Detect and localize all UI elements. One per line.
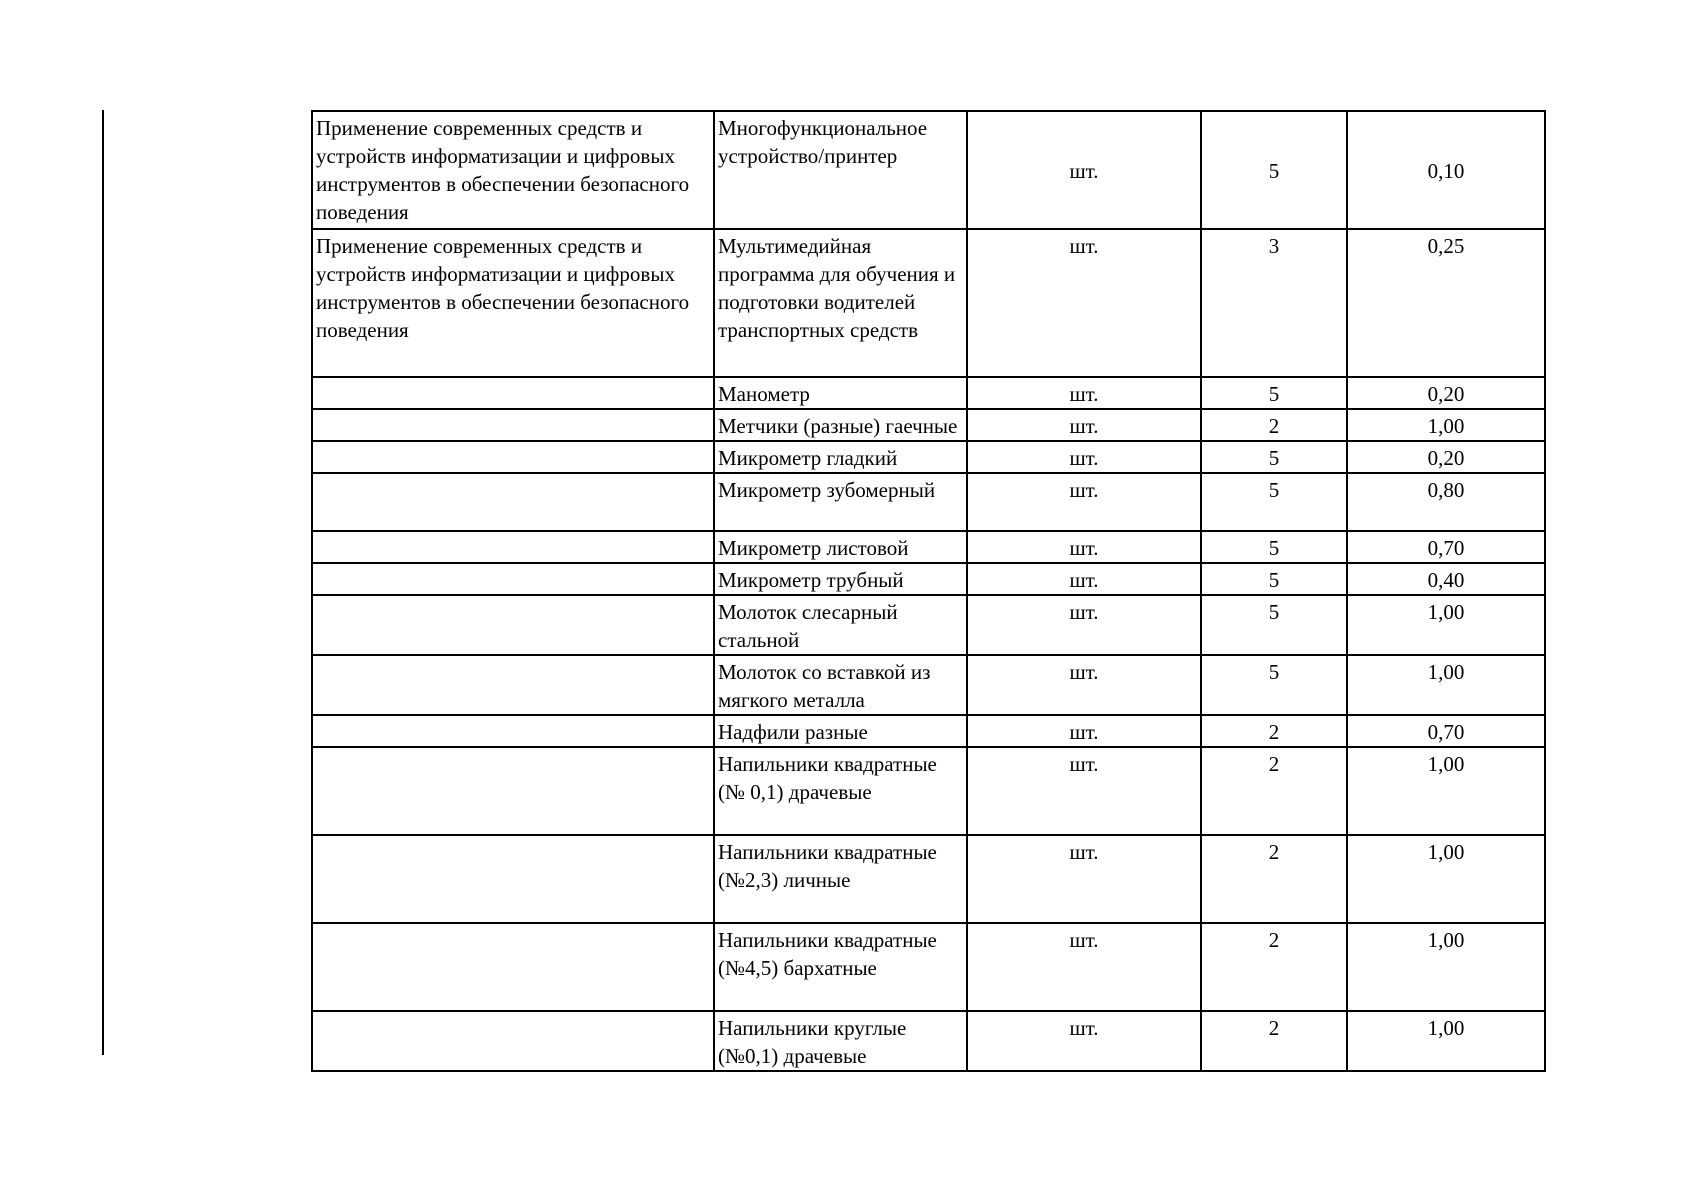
category-cell [312,715,714,747]
value-cell: 1,00 [1347,595,1545,655]
unit-cell: шт. [967,111,1201,229]
quantity-cell: 5 [1201,563,1347,595]
item-name-cell: Молоток слесарный стальной [714,595,967,655]
value-cell: 1,00 [1347,923,1545,1011]
category-cell [312,441,714,473]
table-row [312,595,1545,655]
quantity-cell: 5 [1201,441,1347,473]
quantity-cell: 5 [1201,531,1347,563]
unit-cell: шт. [967,229,1201,377]
table-row [312,377,1545,409]
table-row [312,835,1545,923]
unit-cell: шт. [967,923,1201,1011]
category-cell [312,531,714,563]
item-name-cell: Надфили разные [714,715,967,747]
value-cell: 1,00 [1347,835,1545,923]
quantity-cell: 5 [1201,377,1347,409]
item-name-cell: Микрометр гладкий [714,441,967,473]
quantity-cell: 3 [1201,229,1347,377]
table-row [312,441,1545,473]
item-name-cell: Многофункциональное устройство/принтер [714,111,967,229]
item-name-cell: Напильники круглые (№0,1) драчевые [714,1011,967,1071]
item-name-cell: Метчики (разные) гаечные [714,409,967,441]
table-row [312,531,1545,563]
category-cell [312,473,714,531]
quantity-cell: 5 [1201,473,1347,531]
item-name-cell: Напильники квадратные (№4,5) бархатные [714,923,967,1011]
value-cell: 0,20 [1347,377,1545,409]
quantity-cell: 2 [1201,409,1347,441]
quantity-cell: 5 [1201,595,1347,655]
quantity-cell: 5 [1201,655,1347,715]
table-body [312,111,1545,1071]
unit-cell: шт. [967,377,1201,409]
value-cell: 1,00 [1347,1011,1545,1071]
unit-cell: шт. [967,473,1201,531]
item-name-cell: Молоток со вставкой из мягкого металла [714,655,967,715]
quantity-cell: 2 [1201,1011,1347,1071]
quantity-cell: 2 [1201,747,1347,835]
category-cell [312,595,714,655]
unit-cell: шт. [967,747,1201,835]
unit-cell: шт. [967,715,1201,747]
unit-cell: шт. [967,441,1201,473]
unit-cell: шт. [967,1011,1201,1071]
table-row [312,111,1545,229]
category-cell [312,655,714,715]
item-name-cell: Микрометр зубомерный [714,473,967,531]
quantity-cell: 2 [1201,715,1347,747]
value-cell: 0,80 [1347,473,1545,531]
unit-cell: шт. [967,595,1201,655]
table-row [312,655,1545,715]
value-cell: 1,00 [1347,409,1545,441]
table-row [312,747,1545,835]
table-row [312,715,1545,747]
category-cell [312,747,714,835]
left-margin-rule [102,110,104,1055]
quantity-cell: 2 [1201,923,1347,1011]
category-cell [312,1011,714,1071]
value-cell: 0,70 [1347,531,1545,563]
category-cell [312,835,714,923]
value-cell: 0,20 [1347,441,1545,473]
unit-cell: шт. [967,655,1201,715]
category-cell [312,563,714,595]
table-row [312,229,1545,377]
value-cell: 0,25 [1347,229,1545,377]
value-cell: 0,10 [1347,111,1545,229]
item-name-cell: Микрометр листовой [714,531,967,563]
value-cell: 0,40 [1347,563,1545,595]
category-cell: Применение современных средств и устройств информатизации и цифровых инструментов в обеспечении безопасного поведения [312,229,714,377]
category-cell [312,923,714,1011]
unit-cell: шт. [967,835,1201,923]
quantity-cell: 2 [1201,835,1347,923]
equipment-table [311,110,1546,1072]
unit-cell: шт. [967,563,1201,595]
item-name-cell: Манометр [714,377,967,409]
item-name-cell: Мультимедийная программа для обучения и подготовки водителей транспортных средств [714,229,967,377]
category-cell [312,377,714,409]
quantity-cell: 5 [1201,111,1347,229]
table-row [312,563,1545,595]
item-name-cell: Напильники квадратные (№2,3) личные [714,835,967,923]
table-row [312,409,1545,441]
unit-cell: шт. [967,409,1201,441]
item-name-cell: Напильники квадратные (№ 0,1) драчевые [714,747,967,835]
table-row [312,923,1545,1011]
value-cell: 1,00 [1347,747,1545,835]
value-cell: 1,00 [1347,655,1545,715]
item-name-cell: Микрометр трубный [714,563,967,595]
value-cell: 0,70 [1347,715,1545,747]
table-row [312,473,1545,531]
category-cell [312,409,714,441]
unit-cell: шт. [967,531,1201,563]
table-row [312,1011,1545,1071]
category-cell: Применение современных средств и устройств информатизации и цифровых инструментов в обеспечении безопасного поведения [312,111,714,229]
